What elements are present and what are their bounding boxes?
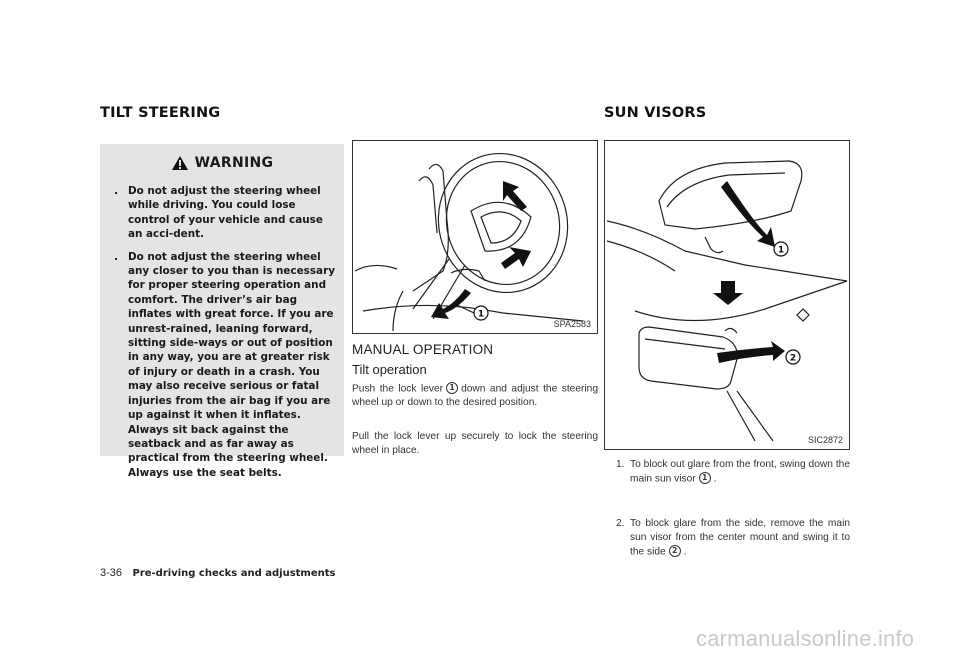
sun-visor-figure [604, 140, 850, 450]
warning-header [100, 152, 344, 174]
warning-item-text: Do not adjust the steering wheel while driving. You could lose control of your vehicle and cause an acci-dent. [128, 185, 323, 241]
step-number: 1. [616, 459, 625, 470]
watermark: carmanualsonline.info [696, 626, 915, 651]
warning-bullet: . [114, 249, 119, 263]
step-text: To block glare from the side, remove the main sun visor from the center mount and swing it to the side [630, 517, 850, 558]
step-text-end: . [683, 546, 687, 558]
page-number: 3-36 [100, 567, 123, 579]
warning-list [112, 184, 340, 488]
sun-visors-title: SUN VISORS [604, 105, 707, 121]
warning-item [112, 250, 340, 481]
warning-box [100, 144, 344, 479]
steering-callout-1: 1 [477, 309, 485, 320]
warning-triangle-icon [171, 155, 189, 171]
step-1 [604, 458, 850, 487]
step-2 [604, 517, 850, 560]
tilt-operation-paragraph [352, 382, 598, 411]
steering-wheel-illustration [353, 141, 597, 333]
figure-code: SIC2872 [807, 435, 843, 445]
visor-callout-2: 2 [789, 353, 797, 364]
callout-2-icon: 2 [669, 545, 681, 557]
steering-figure [352, 140, 598, 334]
sun-visor-illustration [605, 141, 849, 449]
visor-callout-1: 1 [777, 245, 785, 256]
figure-code: SPA2583 [553, 319, 591, 329]
step-text: To block out glare from the front, swing down the main sun visor [630, 459, 850, 485]
lock-paragraph: Pull the lock lever up securely to lock the steering wheel in place. [352, 431, 598, 457]
para-text: down and adjust the steering wheel up or down to the desired position. [352, 383, 599, 409]
manual-operation-heading: MANUAL OPERATION [352, 342, 494, 357]
page-footer [100, 563, 336, 581]
warning-item [112, 184, 340, 242]
callout-1-icon: 1 [446, 382, 458, 394]
warning-bullet: . [114, 184, 119, 197]
tilt-steering-title: TILT STEERING [100, 105, 221, 121]
callout-1-icon: 1 [699, 472, 711, 484]
tilt-operation-subheading: Tilt operation [352, 362, 427, 377]
warning-item-text: Do not adjust the steering wheel any closer to you than is necessary for proper steering operation and comfort. The driver’s air bag inflates with great force. If you are unrest-rained, leaning forward, sitting side-ways or out of position in any way, you are at greater risk of injury or death in a crash. You may also receive serious or fatal injuries from the air bag if you are up against it when it inflates. Always sit back against the seatback and as far away as practical from the steering wheel. Always use the seat belts. [128, 250, 335, 479]
footer-section: Pre-driving checks and adjustments [132, 568, 336, 579]
step-text-end: . [713, 473, 717, 485]
warning-title: WARNING [194, 155, 274, 171]
para-text: Push the lock lever [352, 383, 444, 395]
step-number: 2. [616, 517, 625, 529]
